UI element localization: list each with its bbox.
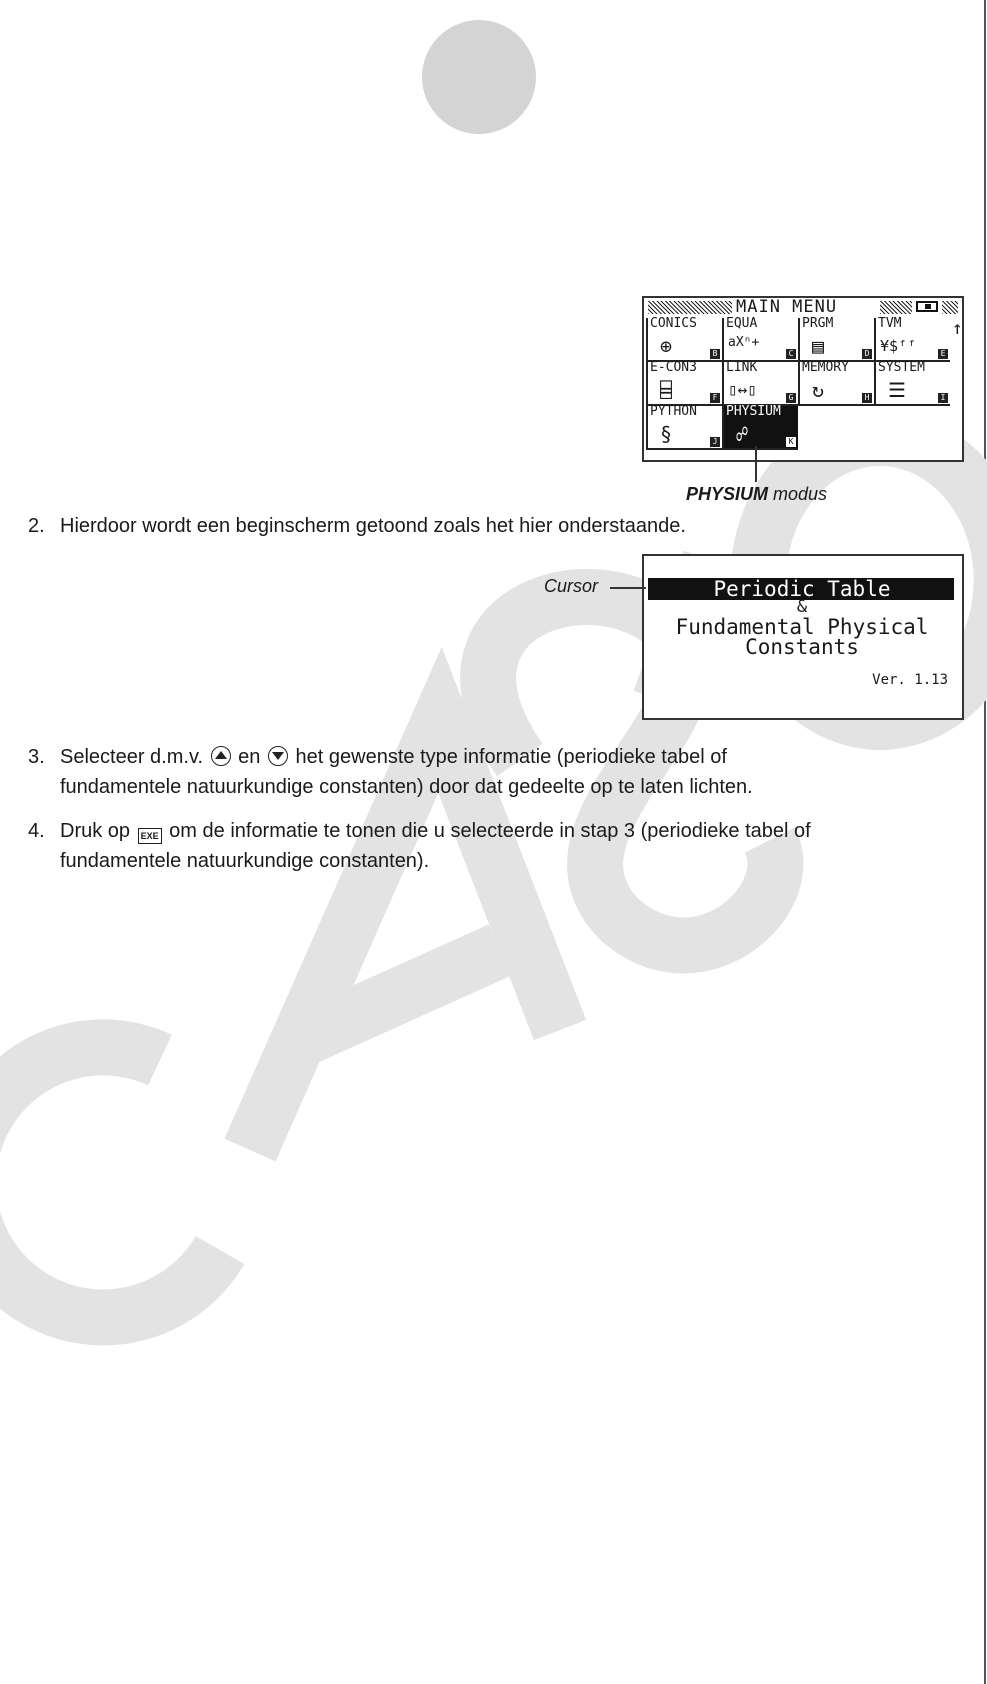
periodic-table-option[interactable]: Periodic Table xyxy=(713,577,891,601)
equation-icon: aXⁿ+ xyxy=(728,335,760,350)
main-menu-title-bar xyxy=(644,298,962,318)
cursor-caption: Cursor xyxy=(544,576,599,596)
physium-icon: ☍ xyxy=(736,422,749,446)
main-menu-title: MAIN MENU xyxy=(736,297,838,317)
cursor-callout-line xyxy=(610,587,646,589)
key-badge: I xyxy=(938,393,948,403)
tile-prgm[interactable]: PRGM ▤ D xyxy=(798,318,874,362)
key-badge: B xyxy=(710,349,720,359)
system-icon: ☰ xyxy=(888,378,906,402)
constants-option-line1[interactable]: Fundamental Physical xyxy=(675,615,929,639)
program-icon: ▤ xyxy=(812,334,825,358)
exe-key-icon: EXE xyxy=(138,828,162,844)
scroll-up-arrow-icon: ↑ xyxy=(952,318,963,339)
tile-python[interactable]: PYTHON § J xyxy=(646,406,722,450)
cursor-up-key-icon xyxy=(211,746,231,766)
key-badge: F xyxy=(710,393,720,403)
tile-e-con3[interactable]: E-CON3 ⌸ F xyxy=(646,362,722,406)
key-badge: G xyxy=(786,393,796,403)
link-icon: ▯↔▯ xyxy=(728,380,757,399)
key-badge: C xyxy=(786,349,796,359)
battery-icon xyxy=(916,301,938,312)
tile-link[interactable]: LINK ▯↔▯ G xyxy=(722,362,798,406)
key-badge: J xyxy=(710,437,720,447)
tile-system[interactable]: SYSTEM ☰ I xyxy=(874,362,950,406)
tile-physium[interactable]: PHYSIUM ☍ K xyxy=(722,406,798,450)
key-badge: K xyxy=(786,437,796,447)
version-label: Ver. 1.13 xyxy=(872,672,948,688)
python-icon: § xyxy=(660,422,673,446)
tile-tvm[interactable]: TVM ¥$ᶠᶠ E xyxy=(874,318,950,362)
econ-icon: ⌸ xyxy=(660,378,673,402)
tile-conics[interactable]: CONICS ⊕ B xyxy=(646,318,722,362)
memory-icon: ↻ xyxy=(812,378,825,402)
cursor-down-key-icon xyxy=(268,746,288,766)
physium-callout-line xyxy=(755,446,757,482)
main-menu-screen xyxy=(642,296,964,462)
key-badge: H xyxy=(862,393,872,403)
key-badge: D xyxy=(862,349,872,359)
constants-option-line2[interactable]: Constants xyxy=(745,635,859,659)
start-screen xyxy=(642,554,964,720)
ampersand-line: & xyxy=(796,597,808,617)
conics-icon: ⊕ xyxy=(660,334,673,358)
physium-mode-caption: PHYSIUM modus xyxy=(686,484,828,504)
tvm-icon: ¥$ᶠᶠ xyxy=(880,337,917,355)
key-badge: E xyxy=(938,349,948,359)
tile-equa[interactable]: EQUA aXⁿ+ C xyxy=(722,318,798,362)
tile-memory[interactable]: MEMORY ↻ H xyxy=(798,362,874,406)
